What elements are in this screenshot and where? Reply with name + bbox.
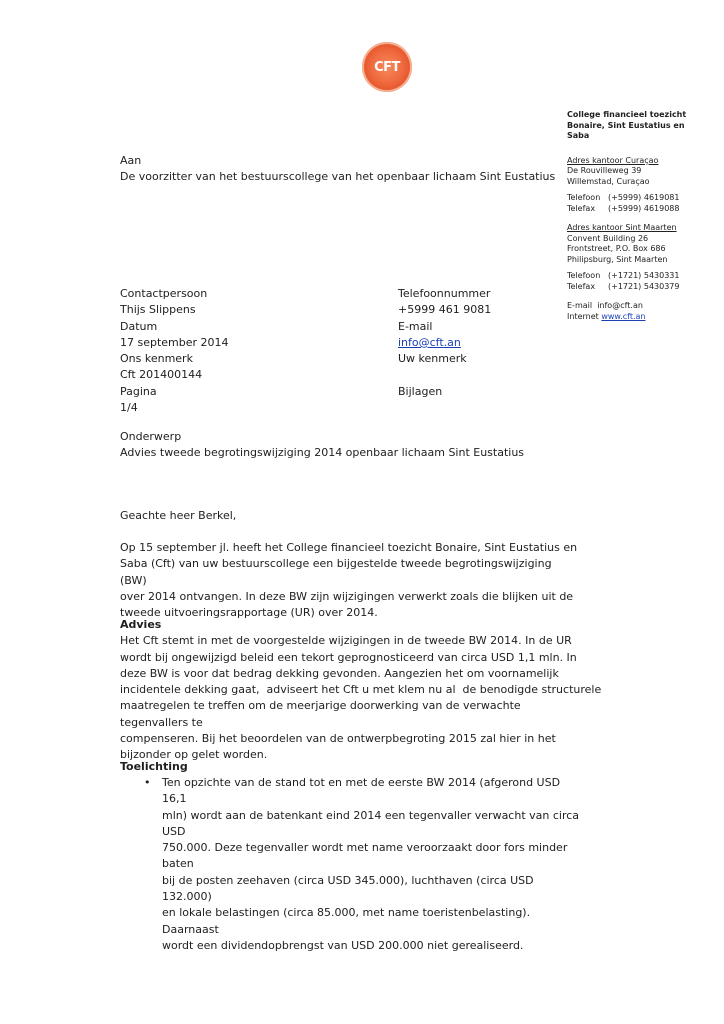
paragraph-line: en lokale belastingen (circa 85.000, met name toeristenbelasting). Daarnaast (162, 906, 531, 936)
addressee-name: De voorzitter van het bestuurscollege van het openbaar lichaam Sint Eustatius (120, 170, 556, 184)
paragraph-line: Ten opzichte van de stand tot en met de eerste BW 2014 (afgerond USD 16,1 (162, 776, 561, 806)
addressee-block (120, 153, 555, 186)
our-ref-label: Ons kenmerk (120, 352, 193, 366)
paragraph-line: bij de posten zeehaven (circa USD 345.000), luchthaven (circa USD 132.000) (162, 873, 534, 904)
org-name-line: College financieel toezicht (567, 110, 687, 119)
phone-value: +5999 461 9081 (398, 303, 492, 317)
curacao-phone: Telefoon (+5999) 4619081 (567, 193, 680, 202)
paragraph-line: over 2014 ontvangen. In deze BW zijn wijzigingen verwerkt zoals die blijken uit de (120, 589, 574, 603)
sender-sidebar (567, 110, 717, 322)
paragraph-line: Saba (Cft) van uw bestuurscollege een bijgestelde tweede begrotingswijziging (BW) (120, 557, 552, 587)
subject-text: Advies tweede begrotingswijziging 2014 openbaar lichaam Sint Eustatius (120, 446, 525, 460)
attachments-label: Bijlagen (398, 384, 443, 398)
email-label: E-mail (398, 319, 433, 333)
sint-maarten-office-heading: Adres kantoor Sint Maarten (567, 223, 677, 232)
paragraph-line: incidentele dekking gaat, adviseert het Cft u met klem nu al de benodigde structurele (120, 683, 602, 697)
advies-section (120, 617, 602, 764)
paragraph-line: compenseren. Bij het beoordelen van de ontwerpbegroting 2015 zal hier in het (120, 732, 556, 746)
curacao-address-line: Willemstad, Curaçao (567, 176, 650, 186)
letter-meta-right (398, 286, 491, 400)
org-name-line: Saba (567, 131, 590, 140)
paragraph-line: bijzonder op gelet worden. (120, 748, 268, 762)
addressee-label: Aan (120, 154, 142, 167)
sidebar-email: E-mail info@cft.an (567, 301, 643, 310)
contact-value: Thijs Slippens (120, 303, 196, 317)
contact-label: Contactpersoon (120, 287, 208, 300)
advies-heading: Advies (120, 618, 162, 631)
email-link[interactable]: info@cft.an (398, 335, 461, 349)
paragraph-line: deze BW is voor dat bedrag dekking gevonden. Aangezien het om voornamelijk (120, 666, 559, 680)
org-name-line: Bonaire, Sint Eustatius en (567, 120, 685, 130)
paragraph-line: mln) wordt aan de batenkant eind 2014 een tegenvaller verwacht van circa USD (162, 808, 580, 838)
paragraph-line: 750.000. Deze tegenvaller wordt met name veroorzaakt door fors minder baten (162, 841, 568, 871)
salutation: Geachte heer Berkel, (120, 509, 237, 522)
sint-maarten-address-line: Frontstreet, P.O. Box 686 (567, 244, 666, 253)
toelichting-heading: Toelichting (120, 760, 188, 773)
paragraph-line: Het Cft stemt in met de voorgestelde wijzigingen in de tweede BW 2014. In de UR (120, 634, 572, 648)
paragraph-line: Op 15 september jl. heeft het College financieel toezicht Bonaire, Sint Eustatius en (120, 541, 578, 554)
curacao-address-line: De Rouvilleweg 39 (567, 166, 642, 175)
sidebar-internet: Internet www.cft.an (567, 311, 646, 321)
bullet-icon: • (144, 776, 151, 789)
sint-maarten-phone: Telefoon (+1721) 5430331 (567, 271, 680, 280)
website-link[interactable]: www.cft.an (601, 311, 646, 321)
our-ref-value: Cft 201400144 (120, 368, 203, 382)
cft-logo (362, 42, 412, 92)
intro-paragraph (120, 540, 580, 621)
your-ref-label: Uw kenmerk (398, 352, 467, 366)
bullet-text (162, 775, 582, 954)
sint-maarten-fax: Telefax (+1721) 5430379 (567, 281, 680, 291)
toelichting-bullet-item (120, 775, 590, 954)
paragraph-line: wordt bij ongewijzigd beleid een tekort geprognosticeerd van circa USD 1,1 mln. In (120, 650, 577, 664)
curacao-office-heading: Adres kantoor Curaçao (567, 155, 659, 165)
paragraph-line: maatregelen te treffen om de meerjarige doorwerking van de verwachte tegenvallers te (120, 699, 521, 729)
phone-label: Telefoonnummer (398, 287, 491, 300)
page-value: 1/4 (120, 401, 138, 415)
sint-maarten-address-line: Convent Building 26 (567, 233, 649, 243)
paragraph-line: wordt een dividendopbrengst van USD 200.000 niet gerealiseerd. (162, 938, 524, 952)
subject-label: Onderwerp (120, 430, 182, 443)
subject-block (120, 429, 524, 462)
curacao-fax: Telefax (+5999) 4619088 (567, 203, 680, 213)
date-label: Datum (120, 319, 158, 333)
sint-maarten-address-line: Philipsburg, Sint Maarten (567, 254, 668, 264)
paragraph-line: tweede uitvoeringsrapportage (UR) over 2014. (120, 606, 378, 620)
page-label: Pagina (120, 384, 157, 398)
logo-text: CFT (374, 59, 400, 75)
letter-meta-left (120, 286, 229, 416)
date-value: 17 september 2014 (120, 335, 229, 349)
